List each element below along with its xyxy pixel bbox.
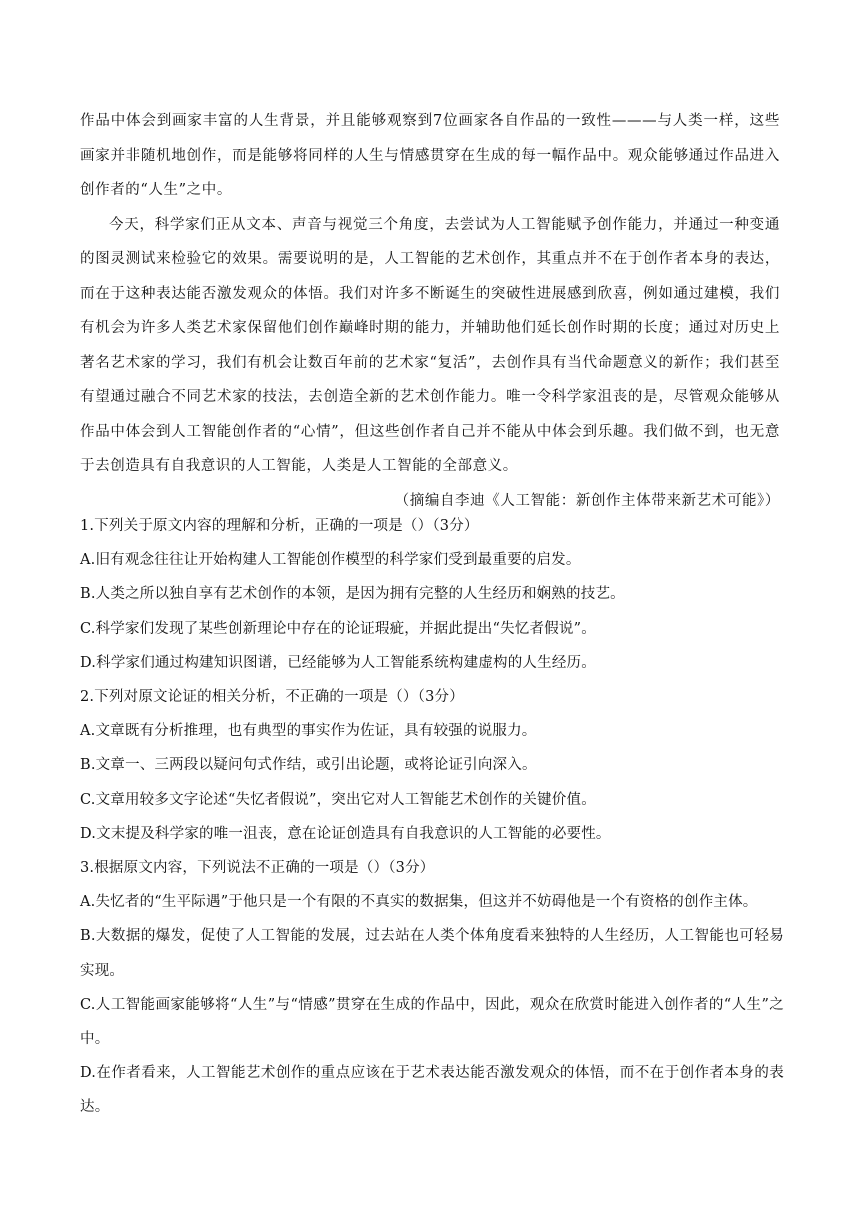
passage-paragraph-2: 今天，科学家们正从文本、声音与视觉三个角度，去尝试为人工智能赋予创作能力，并通过一种变通的图灵测试来检验它的效果。需要说明的是，人工智能的艺术创作，其重点并不在于创作者本身的表达，而在于这种表达能否激发观众的体悟。我们对许多不断诞生的突破性进展感到欣喜，例如通过建模，我们有机会为许多人类艺术家保留他们创作巅峰时期的能力，并辅助他们延长创作时期的长度；通过对历史上著名艺术家的学习，我们有机会让数百年前的艺术家“复活”，去创作具有当代命题意义的新作；我们甚至有望通过融合不同艺术家的技法，去创造全新的艺术创作能力。唯一令科学家沮丧的是，尽管观众能够从作品中体会到人工智能创作者的“心情”，但这些创作者自己并不能从中体会到乐趣。我们做不到，也无意于去创造具有自我意识的人工智能，人类是人工智能的全部意义。 <box>80 216 780 474</box>
question-2-option-d: D.文末提及科学家的唯一沮丧，意在论证创造具有自我意识的人工智能的必要性。 <box>80 825 611 842</box>
question-2-option-a: A.文章既有分析推理，也有典型的事实作为佐证，具有较强的说服力。 <box>80 723 537 740</box>
question-1-option-b: B.人类之所以独自享有艺术创作的本领，是因为拥有完整的人生经历和娴熟的技艺。 <box>80 586 625 603</box>
reading-passage <box>80 104 780 518</box>
question-1-option-c: C.科学家们发现了某些创新理论中存在的论证瑕疵，并据此提出“失忆者假说”。 <box>80 620 596 637</box>
question-1-stem: 1.下列关于原文内容的理解和分析，正确的一项是（）（3分） <box>80 518 479 534</box>
question-1-option-a: A.旧有观念往往让开始构建人工智能创作模型的科学家们受到最重要的启发。 <box>80 552 581 569</box>
question-2-option-c: C.文章用较多文字论述“失忆者假说”，突出它对人工智能艺术创作的关键价值。 <box>80 791 596 808</box>
question-2-stem: 2.下列对原文论证的相关分析，不正确的一项是（）（3分） <box>80 689 464 706</box>
question-3-option-b: B.大数据的爆发，促使了人工智能的发展，过去站在人类个体角度看来独特的人生经历，人工智能也可轻易实现。 <box>80 928 784 979</box>
question-2-option-b: B.文章一、三两段以疑问句式作结，或引出论题，或将论证引向深入。 <box>80 757 537 774</box>
question-3-stem: 3.根据原文内容，下列说法不正确的一项是（）（3分） <box>80 860 435 877</box>
passage-source: （摘编自李迪《人工智能：新创作主体带来新艺术可能》） <box>394 492 780 509</box>
passage-paragraph-1: 作品中体会到画家丰富的人生背景，并且能够观察到7位画家各自作品的一致性———与人类一样，这些画家并非随机地创作，而是能够将同样的人生与情感贯穿在生成的每一幅作品中。观众能够通过作品进入创作者的“人生”之中。 <box>80 113 780 198</box>
question-1-option-d: D.科学家们通过构建知识图谱，已经能够为人工智能系统构建虚构的人生经历。 <box>80 654 596 671</box>
question-3-option-d: D.在作者看来，人工智能艺术创作的重点应该在于艺术表达能否激发观众的体悟，而不在于创作者本身的表达。 <box>80 1065 784 1116</box>
question-list <box>80 509 784 1125</box>
question-3-option-a: A.失忆者的“生平际遇”于他只是一个有限的不真实的数据集，但这并不妨碍他是一个有资格的创作主体。 <box>80 894 758 911</box>
question-3-option-c: C.人工智能画家能够将“人生”与“情感”贯穿在生成的作品中，因此，观众在欣赏时能进入创作者的“人生”之中。 <box>80 996 784 1048</box>
